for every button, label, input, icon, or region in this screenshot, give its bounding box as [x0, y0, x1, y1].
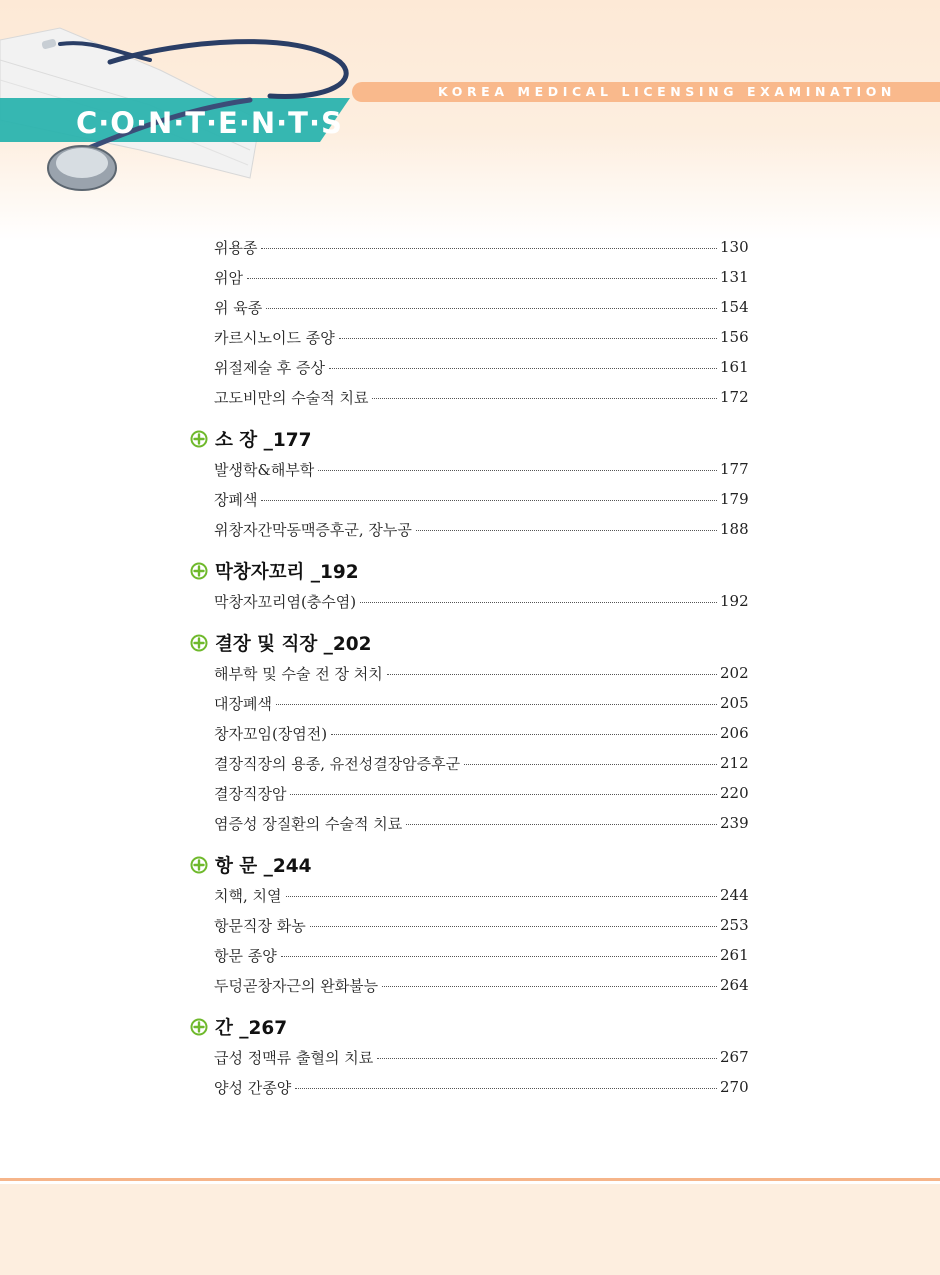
toc-entry[interactable]	[214, 688, 749, 718]
toc-entry-page: 156	[720, 328, 749, 346]
toc-entry[interactable]	[214, 658, 749, 688]
toc-entry-title: 고도비만의 수술적 치료	[214, 388, 369, 407]
dot-leader	[387, 674, 717, 675]
toc-entry-title: 항문직장 화농	[214, 916, 306, 935]
plus-circle-icon	[190, 634, 208, 652]
dot-leader	[318, 470, 717, 471]
plus-circle-icon	[190, 1018, 208, 1036]
toc-entry[interactable]	[214, 322, 749, 352]
dot-leader	[261, 248, 717, 249]
toc-entry-page: 177	[720, 460, 749, 478]
toc-entry-page: 179	[720, 490, 749, 508]
section-heading-label: 결장 및 직장 _202	[215, 634, 372, 655]
dot-leader	[339, 338, 717, 339]
dot-leader	[382, 986, 717, 987]
dot-leader	[416, 530, 717, 531]
toc-entry-title: 두덩곧창자근의 완화불능	[214, 976, 379, 995]
dot-leader	[372, 398, 717, 399]
toc-entry-title: 위 육종	[214, 298, 263, 317]
toc-entry-page: 188	[720, 520, 749, 538]
dot-leader	[276, 704, 717, 705]
toc-entry-page: 239	[720, 814, 749, 832]
toc-entry[interactable]	[214, 262, 749, 292]
toc-entry-page: 212	[720, 754, 749, 772]
dot-leader	[329, 368, 717, 369]
dot-leader	[331, 734, 717, 735]
toc-entry[interactable]	[214, 910, 749, 940]
toc-entry[interactable]	[214, 880, 749, 910]
toc-entry-page: 202	[720, 664, 749, 682]
section-heading-label: 소 장 _177	[215, 430, 312, 451]
toc-entry-page: 130	[720, 238, 749, 256]
toc-entry[interactable]	[214, 970, 749, 1000]
dot-leader	[360, 602, 717, 603]
toc-entry-title: 창자꼬임(장염전)	[214, 724, 328, 743]
dot-leader	[464, 764, 717, 765]
toc-entry[interactable]	[214, 1072, 749, 1102]
section-heading[interactable]	[190, 556, 746, 586]
toc-entry-title: 해부학 및 수술 전 장 처치	[214, 664, 383, 683]
section-heading[interactable]	[190, 1012, 746, 1042]
dot-leader	[310, 926, 717, 927]
toc-entry-page: 161	[720, 358, 749, 376]
toc-entry[interactable]	[214, 940, 749, 970]
toc-entry[interactable]	[214, 352, 749, 382]
toc-entry-title: 카르시노이드 종양	[214, 328, 335, 347]
plus-circle-icon	[190, 430, 208, 448]
section-heading[interactable]	[190, 628, 746, 658]
toc-entry-page: 264	[720, 976, 749, 994]
toc-entry[interactable]	[214, 292, 749, 322]
toc-entry-title: 대장폐색	[214, 694, 272, 713]
toc-entry-page: 205	[720, 694, 749, 712]
dot-leader	[286, 896, 718, 897]
toc-entry[interactable]	[214, 1042, 749, 1072]
toc-entry-page: 192	[720, 592, 749, 610]
toc-entry[interactable]	[214, 382, 749, 412]
toc-entry-page: 154	[720, 298, 749, 316]
footer-divider	[0, 1178, 940, 1181]
dot-leader	[377, 1058, 717, 1059]
toc-entry-title: 치핵, 치열	[214, 886, 282, 905]
toc-entry-page: 270	[720, 1078, 749, 1096]
toc-entry-title: 염증성 장질환의 수술적 치료	[214, 814, 403, 833]
dot-leader	[266, 308, 717, 309]
toc-entry[interactable]	[214, 748, 749, 778]
toc-entry-page: 172	[720, 388, 749, 406]
toc-entry-title: 위절제술 후 증상	[214, 358, 325, 377]
dot-leader	[290, 794, 717, 795]
toc-entry[interactable]	[214, 778, 749, 808]
toc-entry-title: 급성 정맥류 출혈의 치료	[214, 1048, 374, 1067]
series-title: KOREA MEDICAL LICENSING EXAMINATION	[438, 84, 896, 99]
plus-circle-icon	[190, 856, 208, 874]
toc-entry-title: 위암	[214, 268, 243, 287]
toc-entry-page: 220	[720, 784, 749, 802]
plus-circle-icon	[190, 562, 208, 580]
dot-leader	[261, 500, 717, 501]
toc-entry-title: 결장직장암	[214, 784, 287, 803]
dot-leader	[281, 956, 717, 957]
toc-entry-title: 항문 종양	[214, 946, 277, 965]
dot-leader	[295, 1088, 717, 1089]
toc-entry-page: 261	[720, 946, 749, 964]
toc-entry-page: 253	[720, 916, 749, 934]
table-of-contents	[190, 232, 749, 1102]
toc-entry-title: 장폐색	[214, 490, 258, 509]
toc-entry-title: 위창자간막동맥증후군, 장누공	[214, 520, 412, 539]
toc-entry-title: 발생학&해부학	[214, 460, 315, 479]
toc-entry[interactable]	[214, 484, 749, 514]
toc-entry[interactable]	[214, 454, 749, 484]
footer-background	[0, 1184, 940, 1275]
toc-entry-title: 결장직장의 용종, 유전성결장암증후군	[214, 754, 461, 773]
toc-entry-title: 양성 간종양	[214, 1078, 292, 1097]
toc-entry-title: 막창자꼬리염(충수염)	[214, 592, 357, 611]
toc-entry-page: 206	[720, 724, 749, 742]
toc-entry-page: 244	[720, 886, 749, 904]
toc-entry[interactable]	[214, 808, 749, 838]
toc-entry[interactable]	[214, 586, 749, 616]
section-heading-label: 항 문 _244	[215, 856, 312, 877]
toc-entry-title: 위용종	[214, 238, 258, 257]
dot-leader	[406, 824, 717, 825]
section-heading[interactable]	[190, 850, 746, 880]
toc-entry[interactable]	[214, 718, 749, 748]
toc-entry-page: 267	[720, 1048, 749, 1066]
section-heading-label: 막창자꼬리 _192	[215, 562, 359, 583]
toc-entry-page: 131	[720, 268, 749, 286]
section-heading[interactable]	[190, 424, 746, 454]
contents-title: C·O·N·T·E·N·T·S	[76, 106, 343, 140]
dot-leader	[247, 278, 717, 279]
section-heading-label: 간 _267	[215, 1018, 288, 1039]
toc-entry[interactable]	[214, 514, 749, 544]
toc-entry[interactable]	[214, 232, 749, 262]
